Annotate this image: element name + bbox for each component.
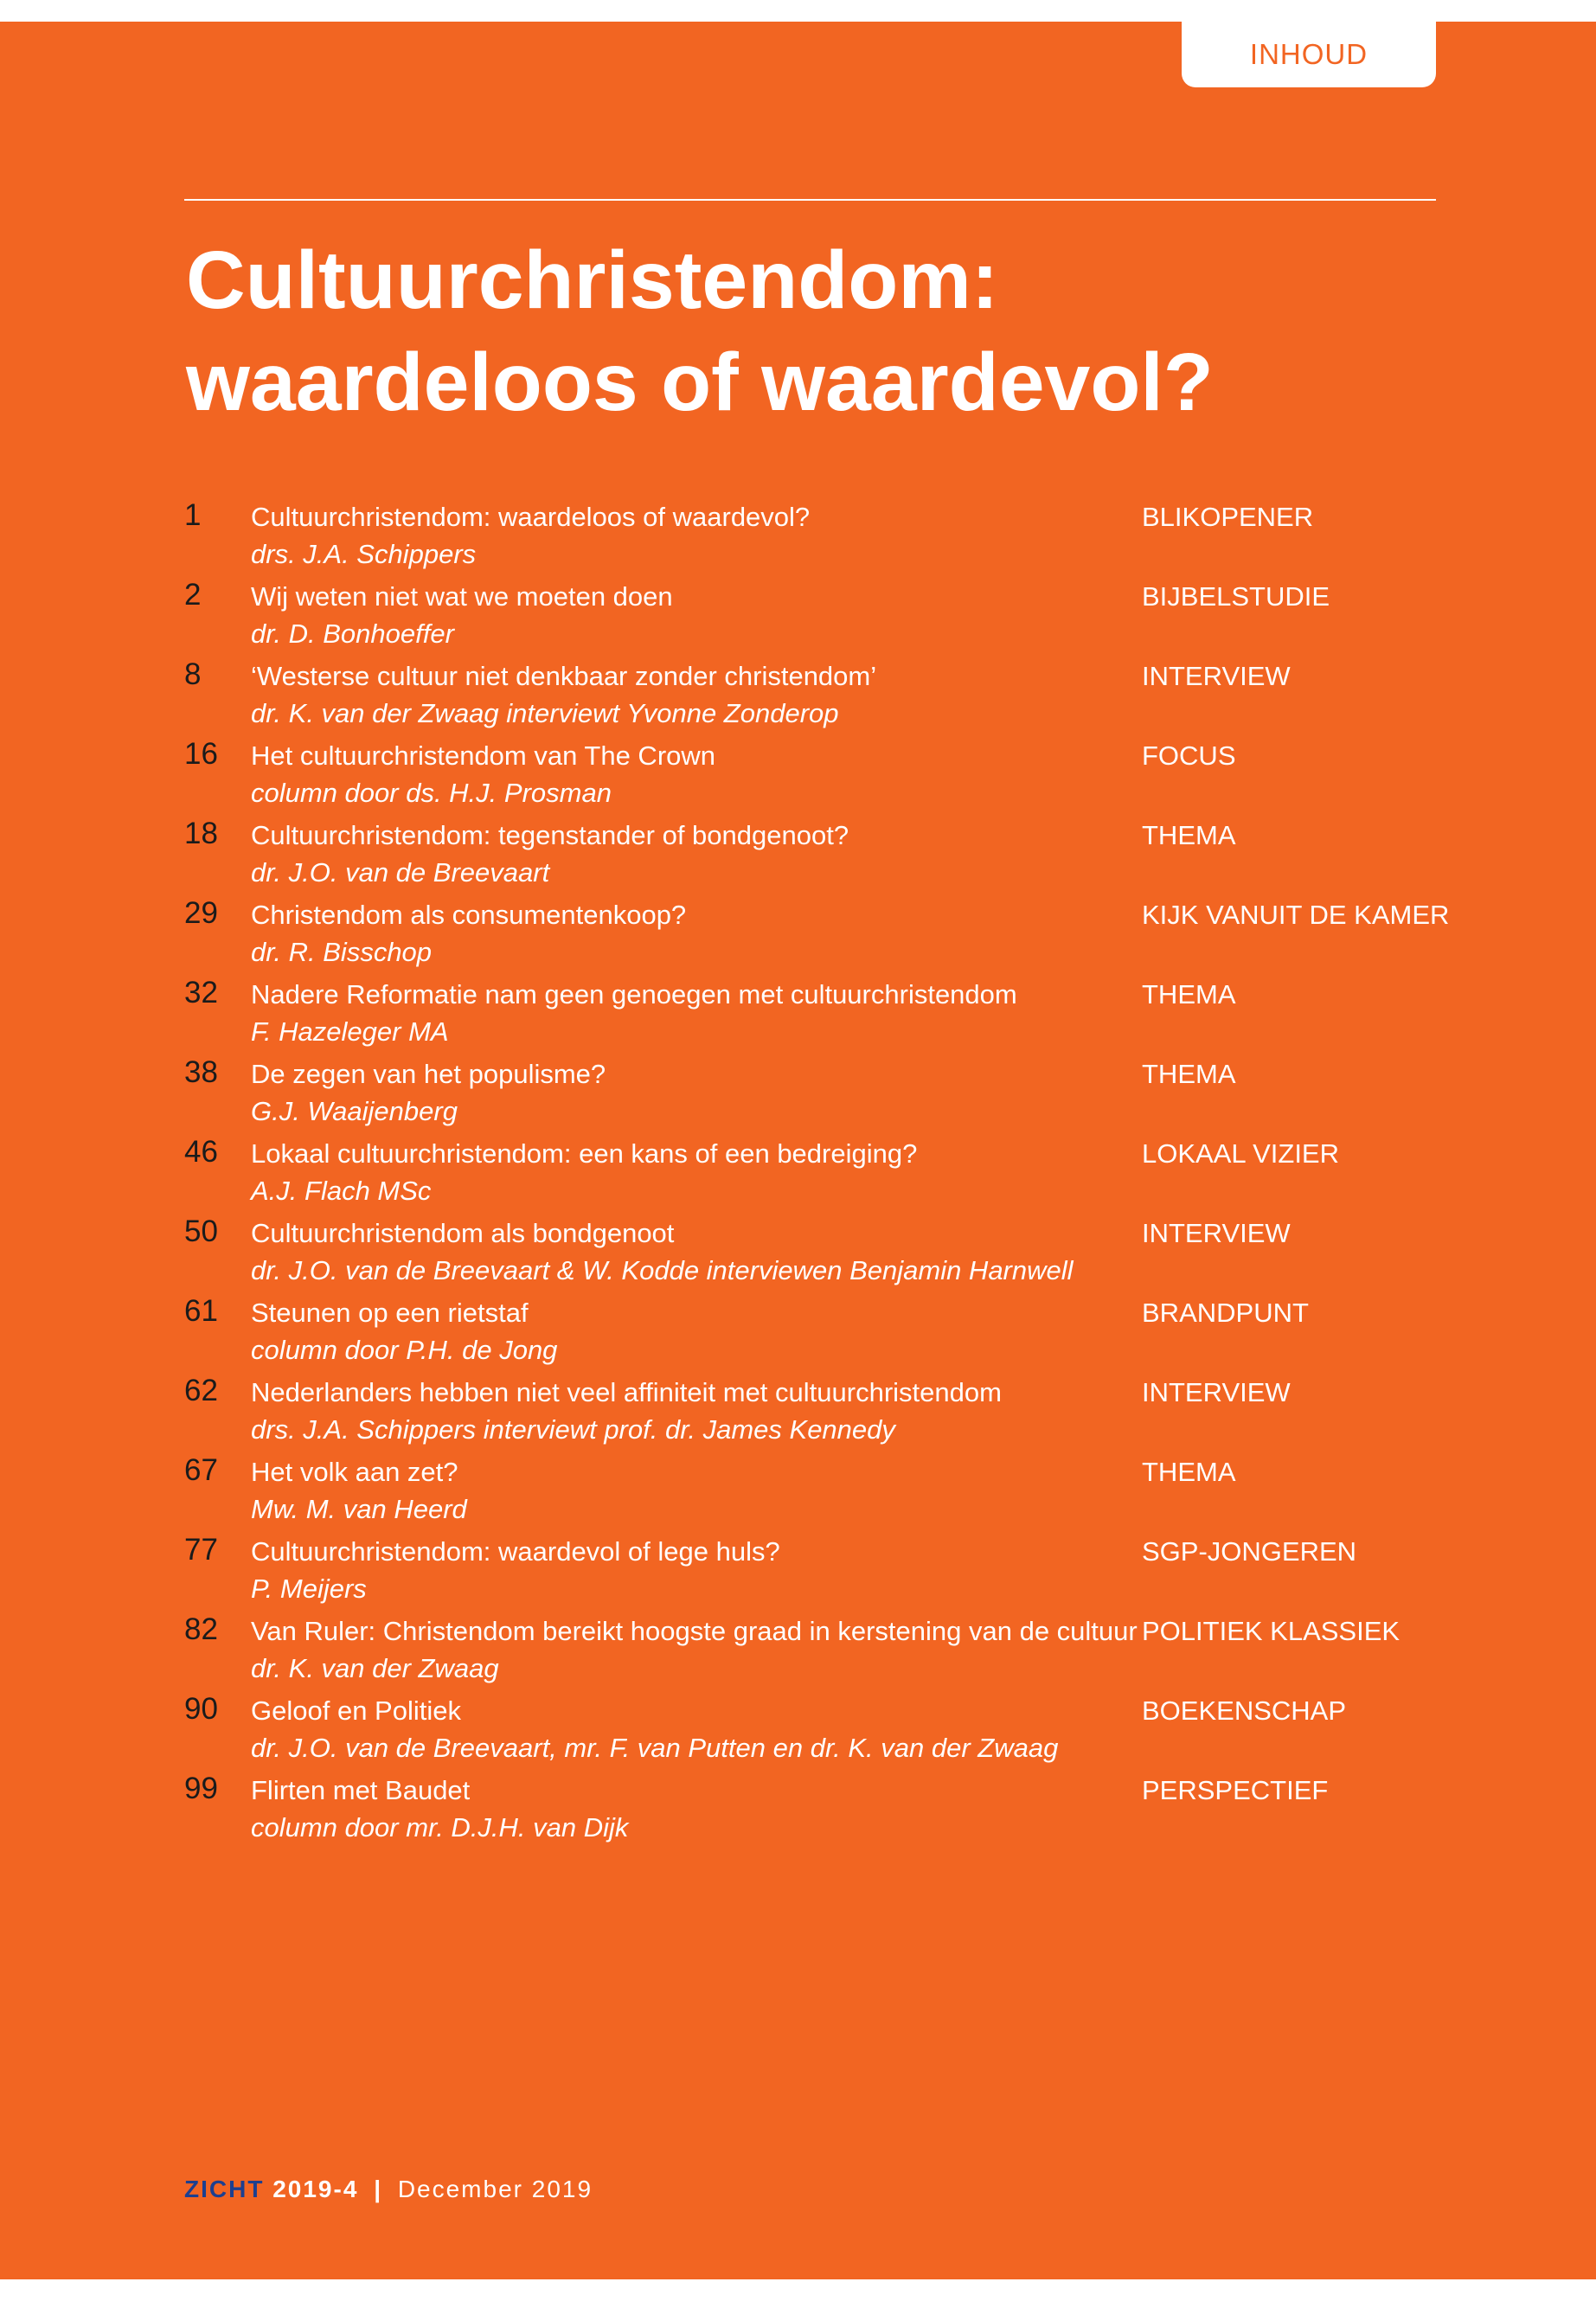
toc-category: KIJK VANUIT DE KAMER bbox=[1142, 900, 1450, 930]
toc-article-author: dr. K. van der Zwaag interviewt Yvonne Zonderop bbox=[251, 698, 839, 728]
toc-page-number: 67 bbox=[184, 1453, 218, 1487]
toc-page-number: 2 bbox=[184, 578, 202, 612]
toc-page-number: 38 bbox=[184, 1055, 218, 1089]
toc-article-title: Lokaal cultuurchristendom: een kans of een bedreiging? bbox=[251, 1138, 918, 1169]
table-of-contents bbox=[184, 496, 1450, 1849]
toc-article-author: dr. R. Bisschop bbox=[251, 937, 433, 967]
toc-category: BLIKOPENER bbox=[1142, 502, 1314, 532]
toc-entry bbox=[184, 1530, 1447, 1610]
contents-page bbox=[0, 22, 1596, 2279]
toc-page-number: 46 bbox=[184, 1135, 218, 1169]
toc-article-title: Steunen op een rietstaf bbox=[251, 1298, 529, 1328]
toc-article-title: Nadere Reformatie nam geen genoegen met cultuurchristendom bbox=[251, 979, 1017, 1009]
toc-entry bbox=[184, 973, 1447, 1053]
toc-article-author: column door P.H. de Jong bbox=[251, 1335, 558, 1365]
toc-page-number: 90 bbox=[184, 1692, 218, 1726]
toc-article-author: drs. J.A. Schippers interviewt prof. dr. James Kennedy bbox=[251, 1414, 895, 1445]
toc-article-title: Wij weten niet wat we moeten doen bbox=[251, 581, 673, 612]
toc-page-number: 50 bbox=[184, 1215, 218, 1248]
toc-article-title: ‘Westerse cultuur niet denkbaar zonder christendom’ bbox=[251, 661, 877, 691]
toc-category: INTERVIEW bbox=[1142, 1218, 1291, 1248]
toc-entry bbox=[184, 894, 1450, 973]
toc-article-title: Cultuurchristendom: waardeloos of waardevol? bbox=[251, 502, 811, 532]
toc-category: PERSPECTIEF bbox=[1142, 1775, 1329, 1805]
footer-brand: ZICHT bbox=[184, 2176, 265, 2202]
toc-article-author: F. Hazeleger MA bbox=[251, 1016, 449, 1047]
toc-article-author: A.J. Flach MSc bbox=[251, 1176, 432, 1206]
toc-entry bbox=[184, 1212, 1447, 1292]
toc-page-number: 29 bbox=[184, 896, 218, 930]
toc-category: FOCUS bbox=[1142, 740, 1236, 771]
toc-article-author: G.J. Waaijenberg bbox=[251, 1096, 458, 1126]
toc-article-author: drs. J.A. Schippers bbox=[251, 539, 477, 569]
toc-category: BIJBELSTUDIE bbox=[1142, 581, 1330, 612]
toc-article-author: dr. D. Bonhoeffer bbox=[251, 619, 454, 649]
toc-article-title: Het volk aan zet? bbox=[251, 1457, 458, 1487]
toc-article-title: Nederlanders hebben niet veel affiniteit met cultuurchristendom bbox=[251, 1377, 1002, 1407]
toc-category: BOEKENSCHAP bbox=[1142, 1695, 1347, 1726]
footer-date: December 2019 bbox=[397, 2176, 593, 2202]
toc-page-number: 62 bbox=[184, 1374, 218, 1407]
toc-page-number: 18 bbox=[184, 817, 218, 850]
toc-page-number: 1 bbox=[184, 498, 202, 532]
toc-category: LOKAAL VIZIER bbox=[1142, 1138, 1339, 1169]
toc-entry bbox=[184, 814, 1447, 894]
toc-article-author: Mw. M. van Heerd bbox=[251, 1494, 467, 1524]
toc-article-title: Geloof en Politiek bbox=[251, 1695, 461, 1726]
toc-category: POLITIEK KLASSIEK bbox=[1142, 1616, 1401, 1646]
toc-entry bbox=[184, 1053, 1447, 1132]
toc-article-author: P. Meijers bbox=[251, 1574, 367, 1604]
page-title-line: Cultuurchristendom: bbox=[186, 234, 999, 326]
toc-category: INTERVIEW bbox=[1142, 1377, 1291, 1407]
toc-article-title: Cultuurchristendom: tegenstander of bondgenoot? bbox=[251, 820, 849, 850]
toc-article-author: column door ds. H.J. Prosman bbox=[251, 778, 612, 808]
toc-entry bbox=[184, 1451, 1447, 1530]
page-title-line: waardeloos of waardevol? bbox=[186, 336, 1214, 428]
toc-entry bbox=[184, 655, 1447, 734]
toc-article-title: Cultuurchristendom: waardevol of lege huls? bbox=[251, 1536, 780, 1567]
toc-article-title: Flirten met Baudet bbox=[251, 1775, 471, 1805]
toc-article-author: dr. K. van der Zwaag bbox=[251, 1653, 499, 1683]
toc-article-author: dr. J.O. van de Breevaart & W. Kodde interviewen Benjamin Harnwell bbox=[251, 1255, 1074, 1285]
toc-entry bbox=[184, 1292, 1447, 1371]
toc-page-number: 61 bbox=[184, 1294, 218, 1328]
toc-category: SGP-JONGEREN bbox=[1142, 1536, 1357, 1567]
toc-article-title: Christendom als consumentenkoop? bbox=[251, 900, 687, 930]
toc-category: BRANDPUNT bbox=[1142, 1298, 1309, 1328]
toc-article-title: Cultuurchristendom als bondgenoot bbox=[251, 1218, 675, 1248]
toc-page-number: 82 bbox=[184, 1612, 218, 1646]
toc-page-number: 8 bbox=[184, 657, 202, 691]
toc-category: THEMA bbox=[1142, 1457, 1236, 1487]
toc-entry bbox=[184, 496, 1447, 575]
toc-entry bbox=[184, 575, 1447, 655]
section-tab-label: INHOUD bbox=[1249, 38, 1368, 70]
toc-page-number: 77 bbox=[184, 1533, 218, 1567]
toc-article-title: Het cultuurchristendom van The Crown bbox=[251, 740, 716, 771]
footer-separator: | bbox=[374, 2176, 383, 2202]
toc-category: INTERVIEW bbox=[1142, 661, 1291, 691]
toc-article-author: dr. J.O. van de Breevaart bbox=[251, 857, 550, 888]
toc-category: THEMA bbox=[1142, 1059, 1236, 1089]
toc-entry bbox=[184, 734, 1447, 814]
footer-issue: 2019-4 bbox=[272, 2176, 359, 2202]
page-title bbox=[186, 229, 1432, 433]
toc-article-title: Van Ruler: Christendom bereikt hoogste graad in kerstening van de cultuur bbox=[251, 1616, 1138, 1646]
toc-page-number: 32 bbox=[184, 976, 218, 1009]
toc-entry bbox=[184, 1689, 1447, 1769]
toc-entry bbox=[184, 1769, 1447, 1849]
toc-article-title: De zegen van het populisme? bbox=[251, 1059, 606, 1089]
toc-entry bbox=[184, 1132, 1447, 1212]
toc-article-author: column door mr. D.J.H. van Dijk bbox=[251, 1812, 629, 1843]
footer bbox=[184, 2172, 593, 2207]
toc-page-number: 99 bbox=[184, 1772, 218, 1805]
toc-entry bbox=[184, 1610, 1447, 1689]
toc-page-number: 16 bbox=[184, 737, 218, 771]
toc-entry bbox=[184, 1371, 1447, 1451]
section-tab bbox=[1182, 22, 1436, 87]
header-divider bbox=[184, 199, 1436, 201]
toc-category: THEMA bbox=[1142, 820, 1236, 850]
toc-category: THEMA bbox=[1142, 979, 1236, 1009]
toc-article-author: dr. J.O. van de Breevaart, mr. F. van Putten en dr. K. van der Zwaag bbox=[251, 1733, 1059, 1763]
